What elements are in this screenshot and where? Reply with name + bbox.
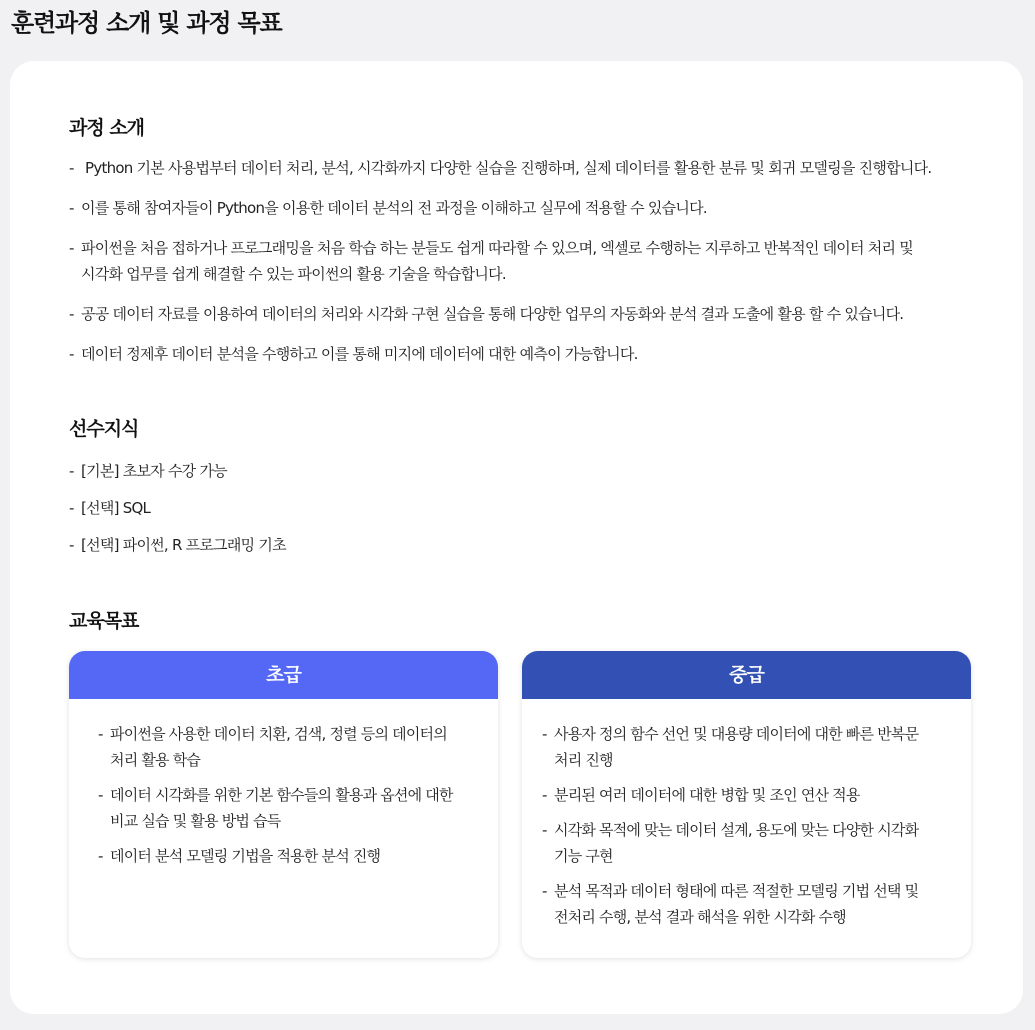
goal-item: - 분리된 여러 데이터에 대한 병합 및 조인 연산 적용 xyxy=(542,786,860,804)
goal-box-intermediate xyxy=(522,651,971,958)
goal-item: - 데이터 분석 모델링 기법을 적용한 분석 진행 xyxy=(98,847,381,865)
content-card xyxy=(10,61,1023,1014)
intro-item: - 파이썬을 처음 접하거나 프로그래밍을 처음 학습 하는 분들도 쉽게 따라할 수 있으며, 엑셀로 수행하는 지루하고 반복적인 데이터 처리 및 시각화 업무를 쉽게 해결할 수 있는 파이썬의 활용 기술을 학습합니다. xyxy=(69,239,914,283)
goal-item: - 사용자 정의 함수 선언 및 대용량 데이터에 대한 빠른 반복문 처리 진행 xyxy=(542,725,919,769)
prereq-list xyxy=(69,458,286,569)
goal-item: - 분석 목적과 데이터 형태에 따른 적절한 모델링 기법 선택 및 전처리 수행, 분석 결과 해석을 위한 시각화 수행 xyxy=(542,882,919,926)
goal-header-intermediate: 중급 xyxy=(522,651,971,699)
goal-list-intermediate xyxy=(522,699,971,930)
goal-box-beginner xyxy=(69,651,498,958)
intro-item: - 공공 데이터 자료를 이용하여 데이터의 처리와 시각화 구현 실습을 통해 다양한 업무의 자동화와 분석 결과 도출에 활용 할 수 있습니다. xyxy=(69,305,904,323)
intro-item: - 이를 통해 참여자들이 Python을 이용한 데이터 분석의 전 과정을 이해하고 실무에 적용할 수 있습니다. xyxy=(69,199,707,217)
goal-list-beginner xyxy=(69,699,498,869)
prereq-title: 선수지식 xyxy=(69,418,139,440)
intro-list xyxy=(69,155,931,381)
goal-item: - 시각화 목적에 맞는 데이터 설계, 용도에 맞는 다양한 시각화 기능 구현 xyxy=(542,821,919,865)
page-title: 훈련과정 소개 및 과정 목표 xyxy=(11,9,282,37)
intro-item: - Python 기본 사용법부터 데이터 처리, 분석, 시각화까지 다양한 실습을 진행하며, 실제 데이터를 활용한 분류 및 회귀 모델링을 진행합니다. xyxy=(69,159,932,177)
intro-item: - 데이터 정제후 데이터 분석을 수행하고 이를 통해 미지에 데이터에 대한 예측이 가능합니다. xyxy=(69,345,638,363)
intro-title: 과정 소개 xyxy=(69,117,145,139)
prereq-item: - [기본] 초보자 수강 가능 xyxy=(69,462,227,480)
goal-header-beginner: 초급 xyxy=(69,651,498,699)
goal-item: - 파이썬을 사용한 데이터 치환, 검색, 정렬 등의 데이터의 처리 활용 학습 xyxy=(98,725,447,769)
prereq-item: - [선택] SQL xyxy=(69,499,151,517)
goal-item: - 데이터 시각화를 위한 기본 함수들의 활용과 옵션에 대한 비교 실습 및 활용 방법 습득 xyxy=(98,786,453,830)
prereq-item: - [선택] 파이썬, R 프로그래밍 기초 xyxy=(69,536,286,554)
goals-title: 교육목표 xyxy=(69,610,139,632)
